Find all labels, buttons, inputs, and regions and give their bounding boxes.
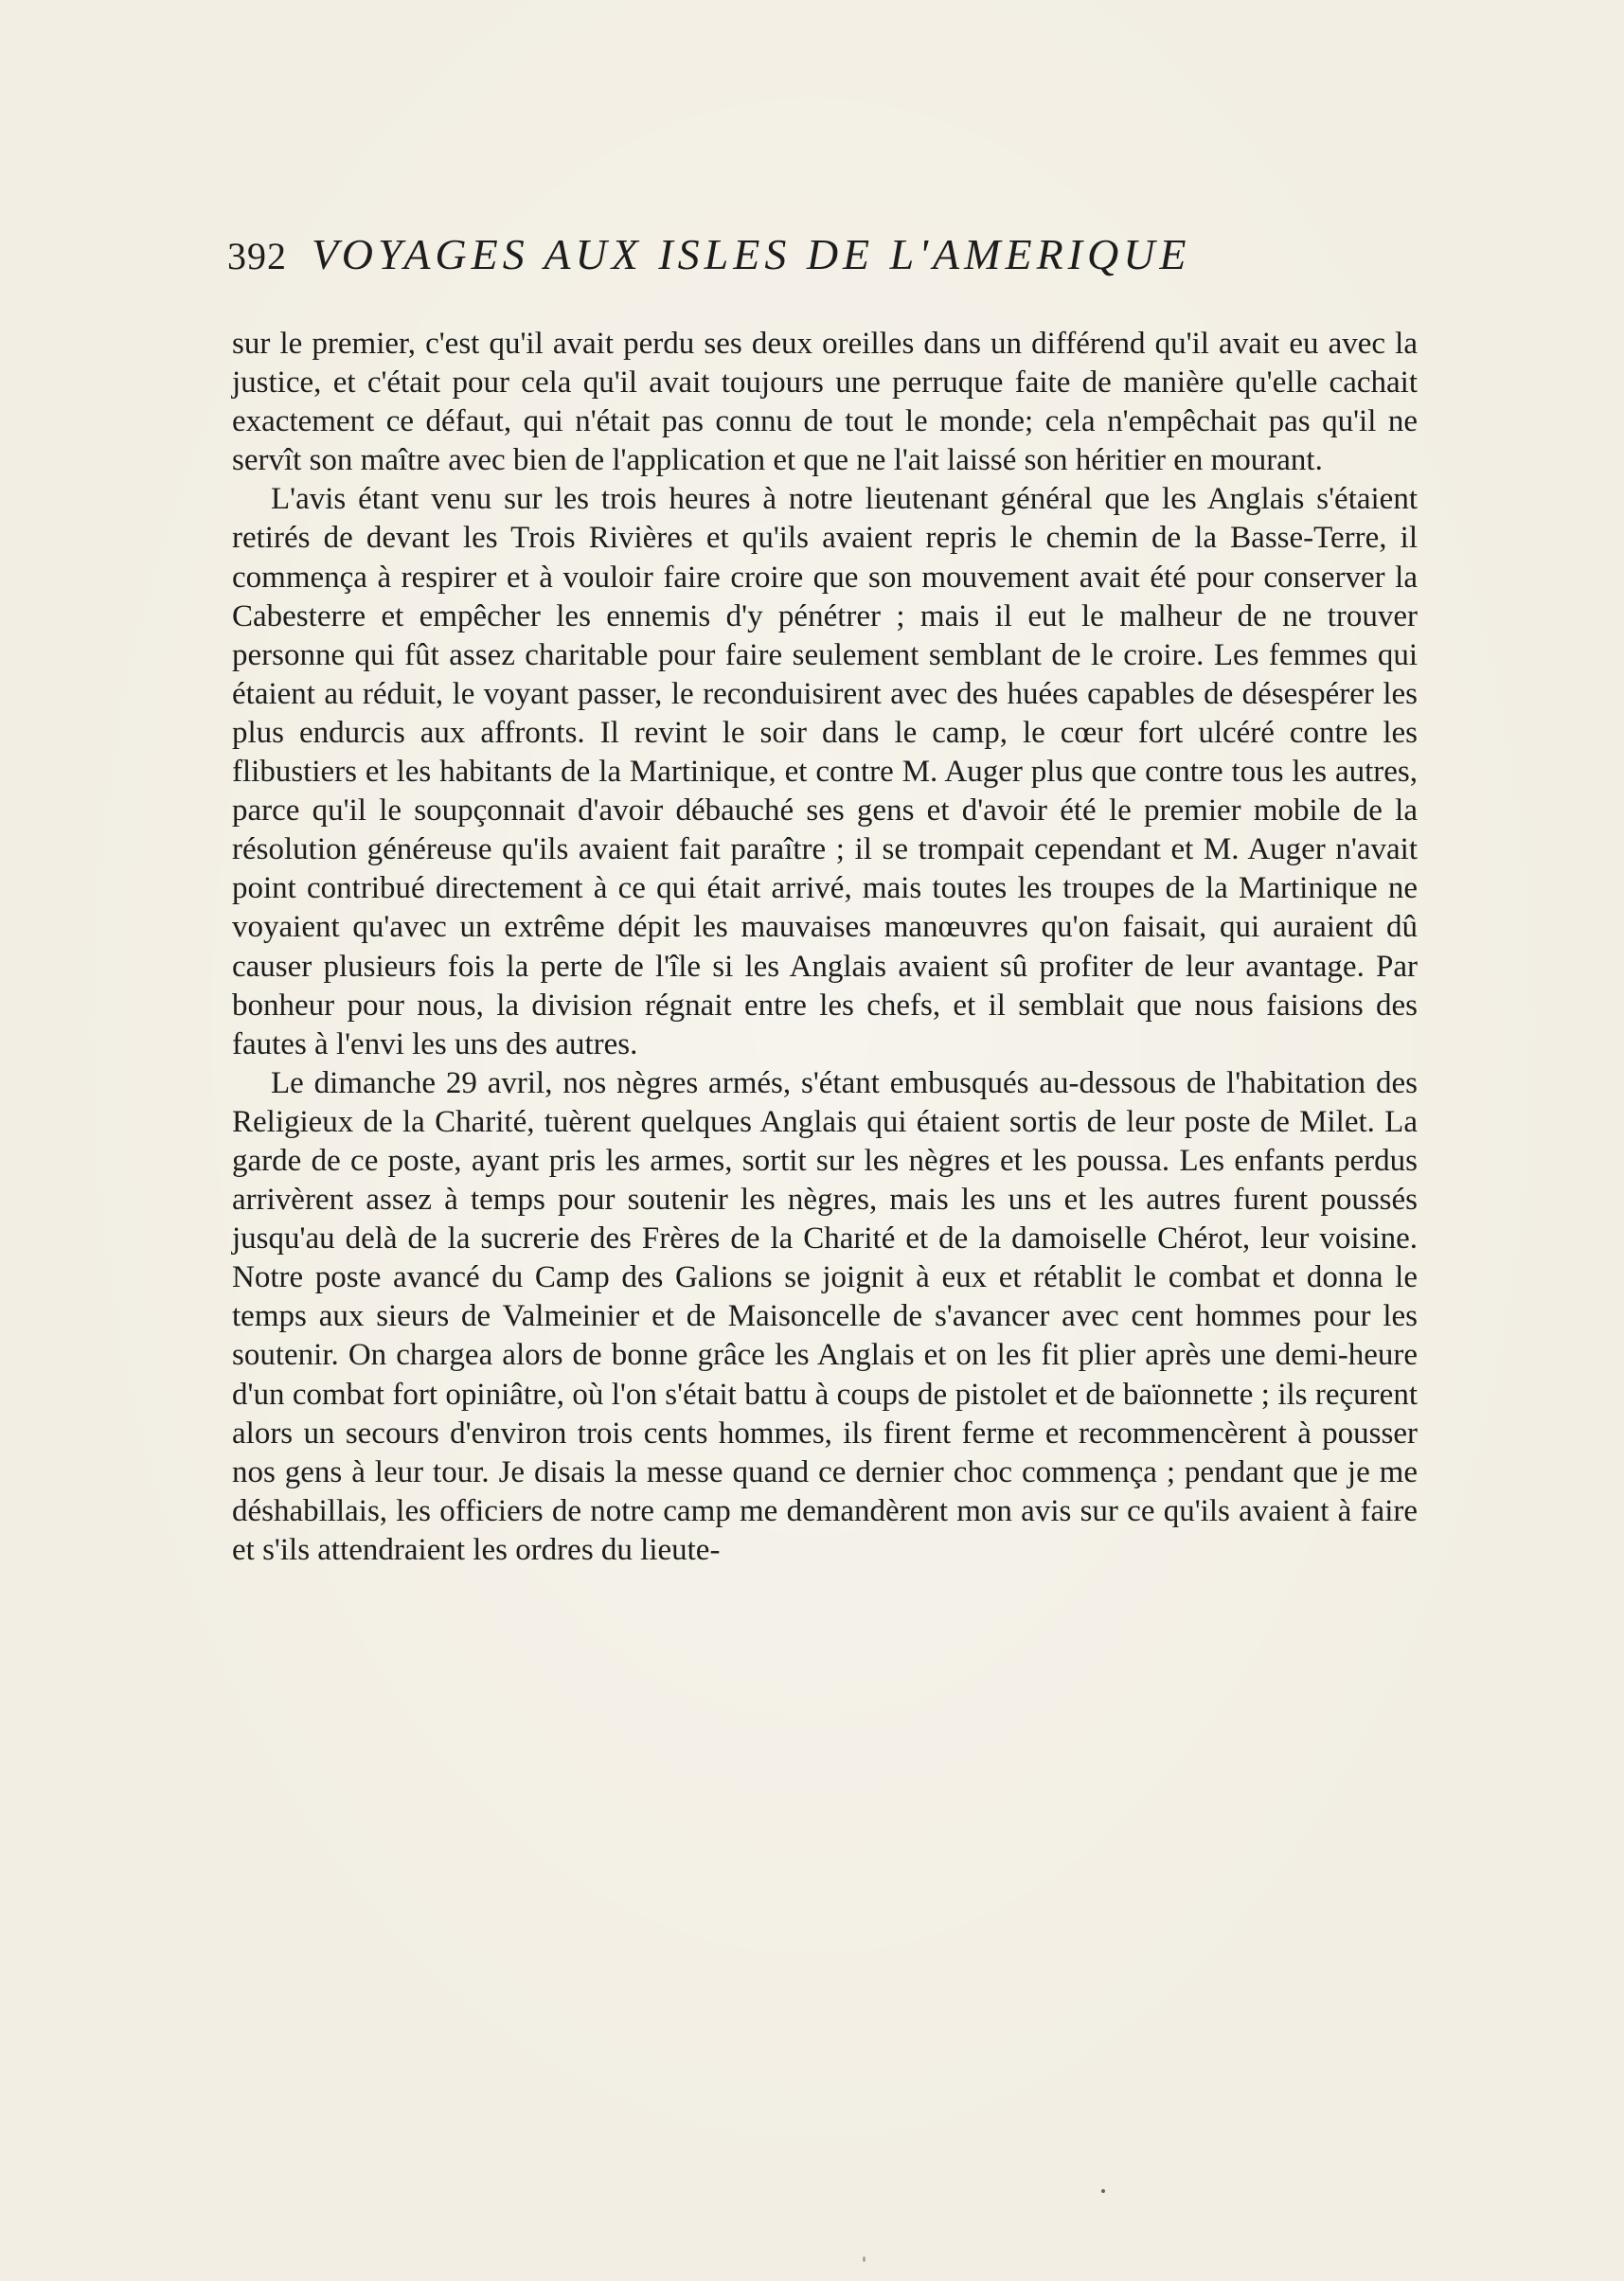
paper-speck <box>1101 2189 1105 2193</box>
paragraph: Le dimanche 29 avril, nos nègres armés, s'étant embusqués au-dessous de l'habitation des Religieux de la Charité, tuèrent quelques Anglais qui étaient sortis de leur poste de Milet. La garde de ce poste, ayant pris les armes, sortit sur les nègres et les poussa. Les enfants perdus arrivèrent assez à temps pour soutenir les nègres, mais les uns et les autres furent poussés jusqu'au delà de la sucrerie des Frères de la Charité et de la damoiselle Chérot, leur voisine. Notre poste avancé du Camp des Galions se joignit à eux et rétablit le combat et donna le temps aux sieurs de Valmeinier et de Maisoncelle de s'avancer avec cent hommes pour les soutenir. On chargea alors de bonne grâce les Anglais et on les fit plier après une demi-heure d'un combat fort opiniâtre, où l'on s'était battu à coups de pistolet et de baïonnette ; ils reçurent alors un secours d'environ trois cents hommes, ils firent ferme et recommencèrent à pousser nos gens à leur tour. Je disais la messe quand ce dernier choc commença ; pendant que je me déshabillais, les officiers de notre camp me demandèrent mon avis sur ce qu'ils avaient à faire et s'ils attendraient les ordres du lieute- <box>232 1065 1418 1567</box>
paragraph: L'avis étant venu sur les trois heures à notre lieutenant général que les Anglais s'étaient retirés de devant les Trois Rivières et qu'ils avaient repris le chemin de la Basse-Terre, il commença à respirer et à vouloir faire croire que son mouvement avait été pour conserver la Cabesterre et empêcher les ennemis d'y pénétrer ; mais il eut le malheur de ne trouver personne qui fût assez charitable pour faire seulement semblant de le croire. Les femmes qui étaient au réduit, le voyant passer, le reconduisirent avec des huées capables de désespérer les plus endurcis aux affronts. Il revint le soir dans le camp, le cœur fort ulcéré contre les flibustiers et les habitants de la Martinique, et contre M. Auger plus que contre tous les autres, parce qu'il le soupçonnait d'avoir débauché ses gens et d'avoir été le premier mobile de la résolution généreuse qu'ils avaient fait paraître ; il se trompait cependant et M. Auger n'avait point contribué directement à ce qui était arrivé, mais toutes les troupes de la Martinique ne voyaient qu'avec un extrême dépit les mauvaises manœuvres qu'on faisait, qui auraient dû causer plusieurs fois la perte de l'île si les Anglais avaient sû profiter de leur avantage. Par bonheur pour nous, la division régnait entre les chefs, et il semblait que nous faisions des fautes à l'envi les uns des autres. <box>232 482 1418 1061</box>
running-title: VOYAGES AUX ISLES DE L'AMERIQUE <box>312 230 1191 278</box>
running-head <box>227 229 1420 295</box>
body-text <box>232 325 1418 1570</box>
page-number: 392 <box>227 235 287 277</box>
paragraph: sur le premier, c'est qu'il avait perdu ses deux oreilles dans un différend qu'il avait eu avec la justice, et c'était pour cela qu'il avait toujours une perruque faite de manière qu'elle cachait exactement ce défaut, qui n'était pas connu de tout le monde; cela n'empêchait pas qu'il ne servît son maître avec bien de l'application et que ne l'ait laissé son héritier en mourant. <box>232 327 1418 478</box>
paper-speck <box>863 2256 866 2262</box>
